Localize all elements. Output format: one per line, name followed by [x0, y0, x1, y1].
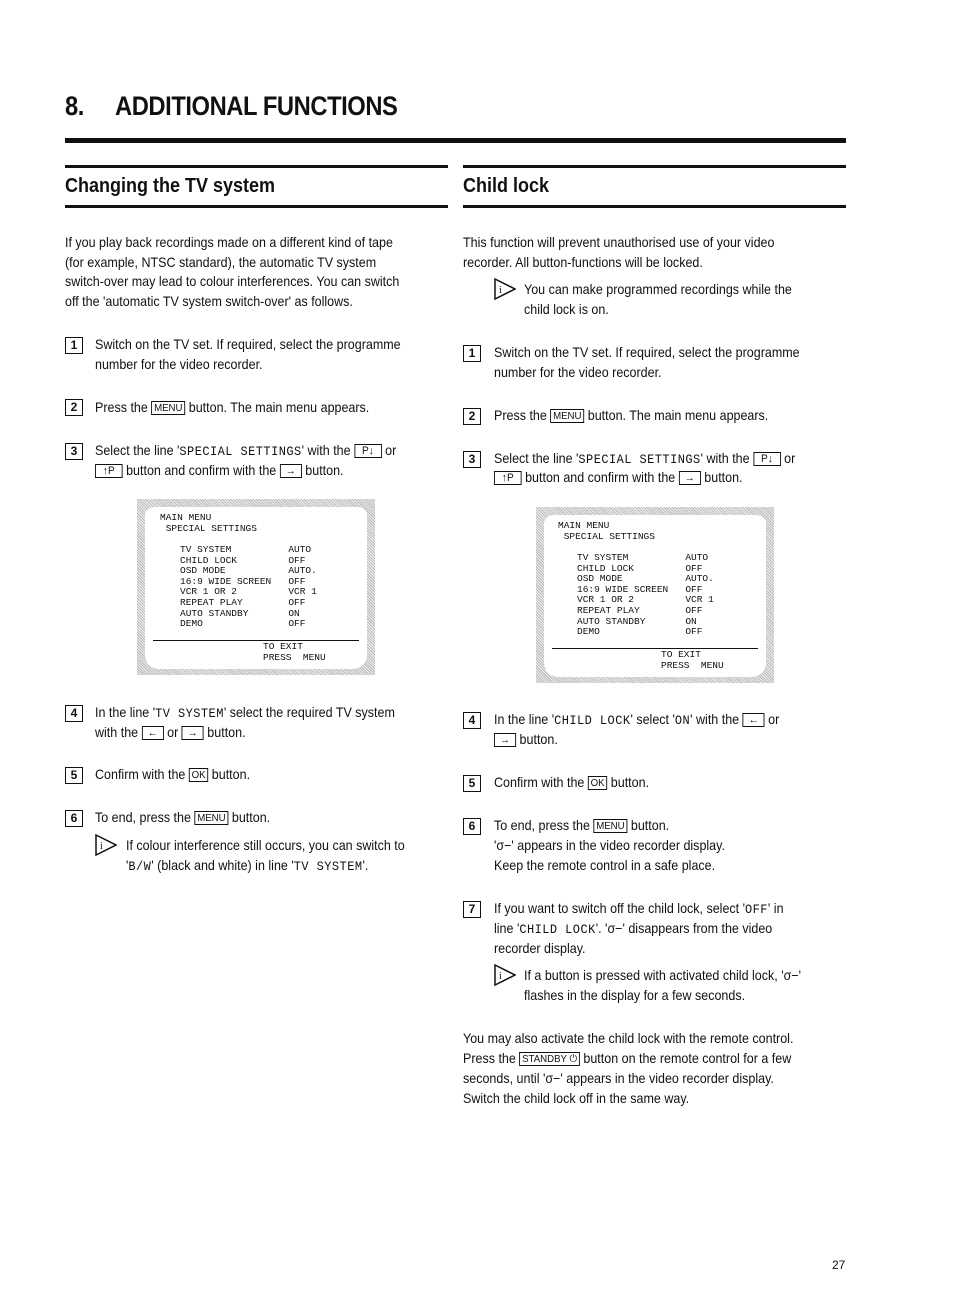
- step-text: 'σ−' appears in the video recorder display.: [494, 838, 725, 853]
- menu-header: MAIN MENU SPECIAL SETTINGS: [558, 520, 655, 542]
- intro-line: recorder. All button-functions will be locked.: [463, 255, 703, 270]
- step-text: number for the video recorder.: [494, 365, 662, 380]
- info-icon: [494, 278, 516, 300]
- right-arrow-key: →: [494, 733, 516, 747]
- note-text: 'B/W' (black and white) in line 'TV SYSTEM'.: [126, 858, 369, 874]
- step-text: Select the line 'SPECIAL SETTINGS' with the P↓ or: [95, 443, 397, 459]
- step-text: Confirm with the OK button.: [494, 775, 650, 790]
- menu-divider: [153, 640, 359, 641]
- lock-icon: σ−: [783, 968, 799, 983]
- step-number: 6: [463, 818, 481, 835]
- step-number: 2: [463, 408, 481, 425]
- step-text: Confirm with the OK button.: [95, 767, 251, 782]
- outro-line: Switch the child lock off in the same way.: [463, 1091, 690, 1106]
- menu-divider: [552, 648, 758, 649]
- step-text: line 'CHILD LOCK'. 'σ−' disappears from the video: [494, 921, 773, 937]
- outro-line: You may also activate the child lock with the remote control.: [463, 1031, 794, 1046]
- chapter-title: ADDITIONAL FUNCTIONS: [115, 91, 398, 121]
- info-icon: [95, 834, 117, 856]
- menu-header: MAIN MENU SPECIAL SETTINGS: [160, 512, 257, 534]
- right-arrow-key: →: [280, 464, 302, 478]
- step-text: with the ← or → button.: [95, 725, 246, 740]
- ok-key: OK: [588, 776, 607, 790]
- menu-items: TV SYSTEM AUTO CHILD LOCK OFF OSD MODE AUTO. 16:9 WIDE SCREEN OFF VCR 1 OR 2 VCR 1 REPEAT PLAY OFF AUTO STANDBY ON DEMO OFF: [577, 552, 714, 638]
- menu-key: MENU: [550, 409, 584, 423]
- lock-icon: σ−: [496, 838, 512, 853]
- outro-line: seconds, until 'σ−' appears in the video recorder display.: [463, 1071, 774, 1086]
- step-text: → button.: [494, 730, 558, 750]
- menu-key: MENU: [194, 811, 228, 825]
- step-text: If you want to switch off the child lock, select 'OFF' in: [494, 901, 784, 917]
- step-number: 1: [463, 345, 481, 362]
- step-text: number for the video recorder.: [95, 357, 263, 372]
- intro-line: (for example, NTSC standard), the automatic TV system: [65, 255, 377, 270]
- step-text: Press the MENU button. The main menu appears.: [95, 400, 370, 415]
- step-text: In the line 'TV SYSTEM' select the required TV system: [95, 705, 395, 721]
- step-number: 2: [65, 399, 83, 416]
- intro-line: switch-over may lead to colour interferences. You can switch: [65, 274, 400, 289]
- step-text: recorder display.: [494, 941, 586, 956]
- svg-text:i: i: [499, 285, 502, 296]
- p-up-key: ↑P: [494, 471, 522, 485]
- info-text: flashes in the display for a few seconds.: [524, 988, 746, 1003]
- lock-icon: σ−: [607, 921, 623, 936]
- step-text: Switch on the TV set. If required, select the programme: [494, 345, 800, 360]
- info-text: You can make programmed recordings while the: [524, 282, 792, 297]
- intro-line: This function will prevent unauthorised use of your video: [463, 235, 775, 250]
- info-icon: [494, 964, 516, 986]
- right-arrow-key: →: [679, 471, 701, 485]
- right-arrow-key: →: [182, 726, 204, 740]
- step-number: 7: [463, 901, 481, 918]
- step-number: 1: [65, 337, 83, 354]
- intro-line: If you play back recordings made on a different kind of tape: [65, 235, 393, 250]
- step-text: Select the line 'SPECIAL SETTINGS' with the P↓ or: [494, 451, 796, 467]
- outro-line: Press the STANDBY ⏻ button on the remote control for a few: [463, 1051, 792, 1066]
- ok-key: OK: [189, 768, 208, 782]
- tv-menu-screen: [137, 499, 375, 675]
- lock-icon: σ−: [545, 1071, 561, 1086]
- step-number: 5: [65, 767, 83, 784]
- section-title: Changing the TV system: [65, 175, 276, 197]
- menu-key: MENU: [151, 401, 185, 415]
- tv-menu-screen: [536, 507, 774, 683]
- step-number: 3: [463, 451, 481, 468]
- step-number: 5: [463, 775, 481, 792]
- menu-items: TV SYSTEM AUTO CHILD LOCK OFF OSD MODE AUTO. 16:9 WIDE SCREEN OFF VCR 1 OR 2 VCR 1 REPEAT PLAY OFF AUTO STANDBY ON DEMO OFF: [180, 544, 317, 630]
- info-text: If a button is pressed with activated child lock, 'σ−': [524, 968, 802, 983]
- step-number: 3: [65, 443, 83, 460]
- p-down-key: P↓: [753, 452, 781, 466]
- step-number: 4: [463, 712, 481, 729]
- menu-footer: TO EXIT PRESS MENU: [263, 641, 326, 663]
- section-header-tv-system: [65, 165, 448, 208]
- chapter-number: 8.: [65, 91, 84, 121]
- p-up-key: ↑P: [95, 464, 123, 478]
- step-text: ↑P button and confirm with the → button.: [494, 468, 743, 488]
- left-arrow-key: ←: [142, 726, 164, 740]
- step-text: Press the MENU button. The main menu appears.: [494, 408, 769, 423]
- intro-line: off the 'automatic TV system switch-over' as follows.: [65, 294, 353, 309]
- step-text: Keep the remote control in a safe place.: [494, 858, 716, 873]
- info-text: child lock is on.: [524, 302, 609, 317]
- step-number: 6: [65, 810, 83, 827]
- step-text: To end, press the MENU button.: [494, 818, 670, 833]
- left-arrow-key: ←: [743, 713, 765, 727]
- step-number: 4: [65, 705, 83, 722]
- section-header-child-lock: [463, 165, 846, 208]
- menu-key: MENU: [593, 819, 627, 833]
- section-title: Child lock: [463, 175, 550, 197]
- svg-text:i: i: [499, 971, 502, 982]
- note-text: If colour interference still occurs, you can switch to: [126, 838, 405, 853]
- chapter-heading: [65, 91, 846, 143]
- step-text: To end, press the MENU button.: [95, 810, 271, 825]
- standby-key: STANDBY ⏻: [519, 1052, 580, 1066]
- p-down-key: P↓: [354, 444, 382, 458]
- svg-text:i: i: [100, 841, 103, 852]
- step-text: In the line 'CHILD LOCK' select 'ON' with the ← or: [494, 712, 780, 728]
- step-text: Switch on the TV set. If required, select the programme: [95, 337, 401, 352]
- menu-footer: TO EXIT PRESS MENU: [661, 649, 724, 671]
- step-text: ↑P button and confirm with the → button.: [95, 461, 344, 481]
- page-number: 27: [832, 1258, 846, 1272]
